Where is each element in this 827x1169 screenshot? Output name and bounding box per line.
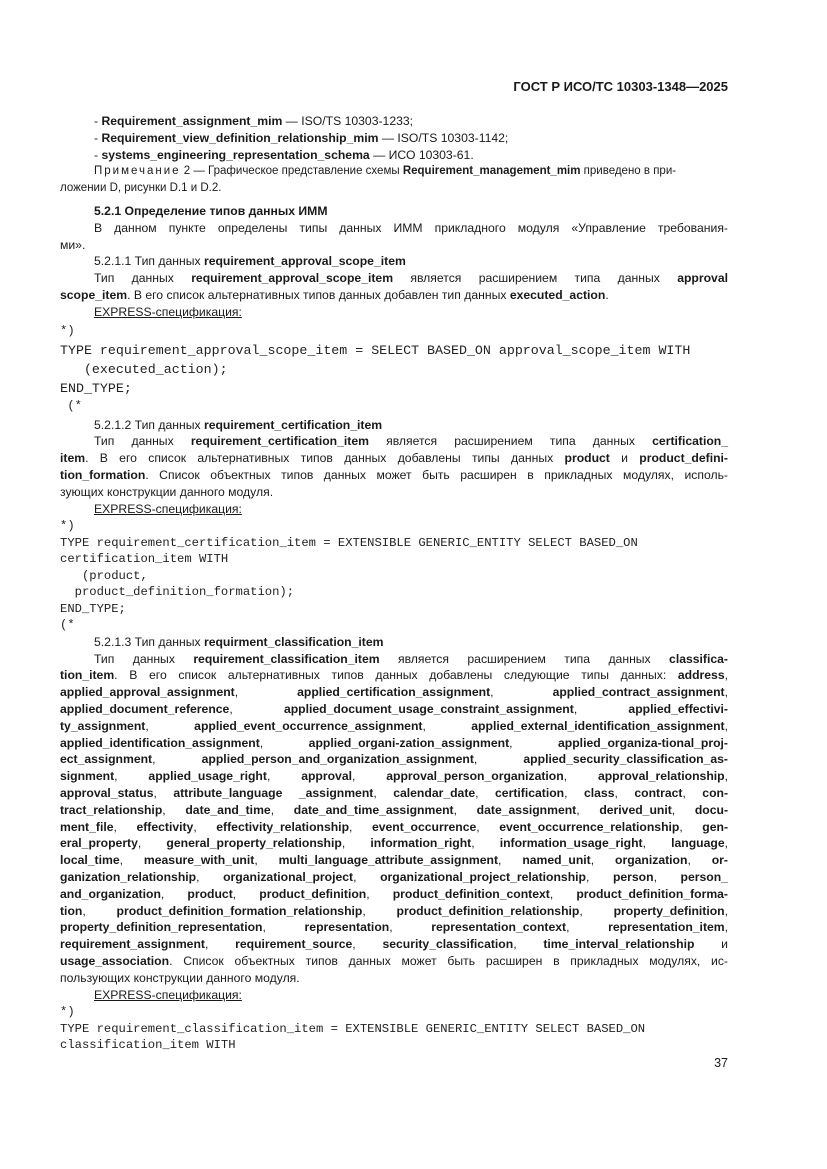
type-name: organization <box>615 853 688 868</box>
text: , <box>160 886 188 901</box>
type-name: date_and_time <box>185 802 271 817</box>
express-code-block-3 <box>60 1004 728 1054</box>
type-name: approval_person_organization <box>386 769 564 784</box>
note-2-line-2: ложении D, рисунки D.1 и D.2. <box>60 182 222 195</box>
type-name: person_ <box>680 870 728 884</box>
express-label-3 <box>60 987 728 1004</box>
type-name: requirement_source <box>235 937 353 952</box>
section-5-2-1-3-line <box>60 903 728 920</box>
code-line: *) <box>60 323 75 338</box>
type-name: eral_property <box>60 836 138 851</box>
type-name: product <box>564 451 610 466</box>
section-5-2-1-3-line <box>60 869 728 886</box>
type-name: applied_document_reference <box>60 702 230 717</box>
text: . <box>605 287 609 302</box>
type-name: derived_unit <box>599 802 672 817</box>
code-line: *) <box>60 1005 75 1020</box>
text: , <box>549 886 577 901</box>
section-5-2-1-3-line <box>60 701 728 718</box>
note-label: Примечание <box>94 165 181 178</box>
text: , <box>349 819 372 834</box>
type-name: applied_approval_assignment <box>60 685 235 700</box>
express-spec-label: EXPRESS-спецификация: <box>94 987 242 1002</box>
code-line: (* <box>60 399 82 414</box>
schema-standard: — ISO/TS 10303-1233; <box>282 114 414 128</box>
type-name: requirment_classification_item <box>203 634 384 649</box>
text: , <box>152 752 202 767</box>
type-name: applied_certification_assignment <box>297 685 491 700</box>
text: , <box>353 870 381 884</box>
section-5-2-1-3-line <box>60 785 728 802</box>
page-number: 37 <box>714 1056 728 1070</box>
type-name: named_unit <box>522 853 591 868</box>
type-name: applied_security_classification_as- <box>523 752 728 767</box>
text: , <box>679 819 703 834</box>
text: , <box>193 819 217 834</box>
type-name: class <box>583 786 615 801</box>
text: , <box>453 802 477 817</box>
text: , <box>566 920 609 935</box>
type-name: item <box>60 451 86 466</box>
text: , <box>234 685 298 700</box>
type-name: contract <box>634 786 683 801</box>
text: , <box>153 786 174 801</box>
type-name: approval_status <box>60 786 154 801</box>
schema-name: Requirement_assignment_mim <box>101 114 283 128</box>
code-line: (product, <box>60 568 148 583</box>
schema-ref-3 <box>60 147 728 164</box>
text: , <box>724 920 729 935</box>
type-name: scope_item <box>60 287 128 302</box>
type-name: applied_organi-zation_assignment <box>308 735 510 750</box>
type-name: time_interval_relationship <box>543 937 695 952</box>
type-name: product_definition_forma- <box>576 886 728 901</box>
text: , <box>509 735 559 750</box>
type-name: security_classification <box>382 937 514 952</box>
type-name: usage_association <box>60 953 170 968</box>
type-name: ment_file <box>60 819 114 834</box>
express-code-block-1 <box>60 323 728 415</box>
text: . В его список альтернативных типов данных добавлены типы данных <box>85 451 565 466</box>
type-name: tion <box>60 903 83 918</box>
type-name: attribute_language _assignment <box>173 786 374 801</box>
text: , <box>196 870 224 884</box>
type-name: representation <box>304 920 390 935</box>
document-id-header: ГОСТ Р ИСО/ТС 10303-1348—2025 <box>513 79 728 94</box>
express-spec-label: EXPRESS-спецификация: <box>94 304 242 319</box>
section-5-2-1-3-line <box>60 970 728 987</box>
type-name: requirement_certification_item <box>203 417 383 432</box>
type-name: person <box>612 870 654 884</box>
type-name: date_and_time_assignment <box>293 802 454 817</box>
type-name: calendar_date <box>393 786 476 801</box>
type-name: information_right <box>370 836 472 851</box>
text: , <box>653 870 681 884</box>
type-name: tract_relationship <box>60 802 163 817</box>
section-5-2-1-3-line <box>60 835 728 852</box>
text: , <box>682 786 703 801</box>
schema-standard: — ИСО 10303-61. <box>369 147 474 162</box>
title-prefix: 5.2.1.2 Тип данных <box>94 417 204 432</box>
type-name: representation_item <box>608 920 725 935</box>
text: , <box>475 786 496 801</box>
list-dash: - <box>94 147 102 162</box>
section-5-2-1-text-line-2: ми». <box>60 237 86 252</box>
code-line: product_definition_formation); <box>60 585 295 600</box>
type-name: representation_context <box>431 920 567 935</box>
section-5-2-1-3-body <box>60 651 728 987</box>
express-code-block-2 <box>60 518 728 634</box>
type-name: product_definition_relationship <box>396 903 580 918</box>
type-name: docu- <box>694 802 729 817</box>
text: , <box>254 853 279 868</box>
section-5-2-1-3-line <box>60 735 728 752</box>
type-name: applied_external_identification_assignment <box>471 718 725 733</box>
section-5-2-1-3-line <box>60 768 728 785</box>
type-name: ganization_relationship <box>60 870 197 884</box>
text: , <box>687 853 712 868</box>
code-line: (* <box>60 618 75 633</box>
type-name: product <box>187 886 233 901</box>
section-5-2-1-3-line <box>60 802 728 819</box>
text: , <box>422 718 472 733</box>
type-name: property_definition_representation <box>60 920 263 935</box>
section-5-2-1-2-line-4: зующих конструкции данного модуля. <box>60 484 274 499</box>
type-name: organizational_project <box>223 870 354 884</box>
type-name: certification_ <box>652 434 729 449</box>
section-5-2-1-3-line <box>60 684 728 701</box>
text: , <box>642 836 672 851</box>
section-title-5-2-1-2 <box>60 417 728 434</box>
text: Тип данных <box>94 434 191 449</box>
section-5-2-1-text-line-1: В данном пункте определены типы данных ИММ прикладного модуля «Управление требования- <box>94 220 728 235</box>
text: , <box>724 836 728 851</box>
text: , <box>576 802 600 817</box>
section-5-2-1-3-line <box>60 819 728 836</box>
title-prefix: 5.2.1.1 Тип данных <box>94 254 204 269</box>
section-title-5-2-1 <box>60 203 728 220</box>
type-name: event_occurrence_relationship <box>499 819 680 834</box>
section-5-2-1-3-line <box>60 751 728 768</box>
code-line: certification_item WITH <box>60 552 229 567</box>
text: , <box>724 718 728 733</box>
text: . В его список альтернативных типов данных добавлены следующие типы данных: <box>114 668 678 683</box>
text: , <box>724 668 728 683</box>
type-name: classifica- <box>669 651 728 666</box>
page-content <box>60 113 728 1054</box>
code-line: (executed_action); <box>60 362 228 378</box>
section-5-2-1-3-line <box>60 651 728 668</box>
text: . Список объектных типов данных может быть расширен в прикладных модулях, исполь- <box>145 467 728 482</box>
text: , <box>137 836 167 851</box>
type-name: tion_formation <box>60 467 146 482</box>
type-name: effectivity <box>136 819 194 834</box>
code-line: END_TYPE; <box>60 601 126 616</box>
type-name: applied_organiza-tional_proj- <box>558 735 728 750</box>
note-schema-name: Requirement_management_mim <box>402 165 581 178</box>
section-5-2-1-2-line-3 <box>60 467 728 484</box>
text: , <box>262 920 305 935</box>
type-name: requirement_certification_item <box>190 434 369 449</box>
type-name: product_definition <box>259 886 367 901</box>
type-name: organizational_project_relationship <box>380 870 586 884</box>
title-prefix: 5.2.1.3 Тип данных <box>94 634 204 649</box>
text: , <box>724 769 728 784</box>
text: , <box>473 752 524 767</box>
text: Тип данных <box>94 651 194 666</box>
text: , <box>513 937 544 952</box>
type-name: approval <box>301 769 353 784</box>
type-name: applied_event_occurrence_assignment <box>194 718 423 733</box>
text: , <box>362 903 397 918</box>
type-name: applied_contract_assignment <box>552 685 725 700</box>
section-5-2-1-3-line <box>60 936 728 953</box>
text: , <box>82 903 117 918</box>
text: является расширением типа данных <box>368 434 653 449</box>
section-5-2-1-1-line-1 <box>60 270 728 287</box>
text: , <box>259 735 309 750</box>
code-line: *) <box>60 519 75 534</box>
text: , <box>352 937 383 952</box>
text: , <box>471 836 500 851</box>
text: , <box>585 870 613 884</box>
text: , <box>162 802 186 817</box>
type-name: applied_usage_right <box>148 769 267 784</box>
text: , <box>389 920 432 935</box>
type-name: product_definition_formation_relationship <box>116 903 363 918</box>
note-2 <box>60 163 728 180</box>
type-name: applied_document_usage_constraint_assignment <box>283 702 574 717</box>
type-name: event_occurrence <box>371 819 477 834</box>
section-5-2-1-3-line <box>60 953 728 970</box>
text: , <box>590 853 615 868</box>
type-name: executed_action <box>509 287 606 302</box>
text: , <box>476 819 500 834</box>
schema-name: systems_engineering_representation_schema <box>101 147 370 162</box>
section-5-2-1-3-line <box>60 718 728 735</box>
express-label-1 <box>60 304 728 321</box>
text: является расширением типа данных <box>379 651 670 666</box>
type-name: requirement_classification_item <box>193 651 380 666</box>
express-label-2 <box>60 501 728 518</box>
section-title: 5.2.1 Определение типов данных ИММ <box>94 203 328 218</box>
schema-ref-2 <box>60 130 728 147</box>
section-5-2-1-2-line-1 <box>60 433 728 450</box>
type-name: local_time <box>60 853 120 868</box>
type-name: date_assignment <box>476 802 577 817</box>
code-line: TYPE requirement_certification_item = EXTENSIBLE GENERIC_ENTITY SELECT BASED_ON <box>60 535 638 550</box>
code-line: END_TYPE; <box>60 381 132 397</box>
type-name: address <box>677 668 725 683</box>
list-dash: - <box>94 114 102 128</box>
type-name: and_organization <box>60 886 161 901</box>
section-5-2-1-3-line <box>60 667 728 684</box>
text: , <box>204 937 236 952</box>
text: . Список объектных типов данных может быть расширен в прикладных модулях, ис- <box>169 953 728 968</box>
text: , <box>229 702 284 717</box>
type-name: product_defini- <box>639 451 728 466</box>
code-line: TYPE requirement_classification_item = EXTENSIBLE GENERIC_ENTITY SELECT BASED_ON <box>60 1021 646 1036</box>
text: пользующих конструкции данного модуля. <box>60 970 300 985</box>
type-name: gen- <box>702 819 729 834</box>
text: является расширением типа данных <box>393 271 678 286</box>
type-name: approval <box>677 271 728 286</box>
type-name: con- <box>702 786 729 801</box>
schema-standard: — ISO/TS 10303-1142; <box>378 130 509 145</box>
note-text: приведено в при- <box>580 165 677 178</box>
text: , <box>266 769 302 784</box>
text: , <box>724 685 728 700</box>
type-name: language <box>671 836 725 851</box>
type-name: ty_assignment <box>60 718 146 733</box>
type-name: certification <box>495 786 565 801</box>
type-name: applied_effectivi- <box>628 702 728 717</box>
type-name: approval_relationship <box>597 769 725 784</box>
text: , <box>373 786 394 801</box>
text: , <box>564 786 584 801</box>
text: , <box>573 702 629 717</box>
schema-name: Requirement_view_definition_relationship_mim <box>101 130 379 145</box>
text: и <box>694 937 728 952</box>
code-line: classification_item WITH <box>60 1038 236 1053</box>
text: . В его список альтернативных типов данных добавлен тип данных <box>127 287 510 302</box>
note-text: 2 — Графическое представление схемы <box>180 165 403 178</box>
type-name: requirement_approval_scope_item <box>203 254 406 269</box>
type-name: property_definition <box>613 903 725 918</box>
type-name: or- <box>711 853 728 868</box>
text: Тип данных <box>94 271 192 286</box>
text: , <box>232 886 260 901</box>
section-5-2-1-1-line-2 <box>60 287 728 304</box>
type-name: ect_assignment <box>60 752 153 767</box>
type-name: information_usage_right <box>499 836 643 851</box>
code-line: TYPE requirement_approval_scope_item = SELECT BASED_ON approval_scope_item WITH <box>60 343 691 359</box>
type-name: applied_identification_assignment <box>60 735 260 750</box>
text: , <box>352 769 387 784</box>
section-5-2-1-3-line <box>60 919 728 936</box>
type-name: applied_person_and_organization_assignment <box>201 752 474 767</box>
text: , <box>563 769 598 784</box>
section-5-2-1-3-line <box>60 886 728 903</box>
text: , <box>614 786 635 801</box>
section-5-2-1-2-line-2 <box>60 450 728 467</box>
text: , <box>498 853 523 868</box>
express-spec-label: EXPRESS-спецификация: <box>94 501 242 516</box>
section-title-5-2-1-3 <box>60 634 728 651</box>
text: , <box>145 718 195 733</box>
text: , <box>579 903 614 918</box>
text: , <box>341 836 371 851</box>
text: , <box>671 802 695 817</box>
text: , <box>119 853 144 868</box>
type-name: signment <box>60 769 115 784</box>
text: , <box>113 819 137 834</box>
type-name: tion_item <box>60 668 115 683</box>
section-5-2-1-3-line <box>60 852 728 869</box>
type-name: requirement_approval_scope_item <box>191 271 394 286</box>
type-name: effectivity_relationship <box>216 819 350 834</box>
type-name: general_property_relationship <box>166 836 342 851</box>
type-name: product_definition_context <box>392 886 550 901</box>
text: , <box>366 886 393 901</box>
section-title-5-2-1-1 <box>60 253 728 270</box>
text: , <box>490 685 553 700</box>
type-name: measure_with_unit <box>143 853 255 868</box>
text: и <box>609 451 640 466</box>
text: , <box>270 802 294 817</box>
text: , <box>114 769 149 784</box>
text: , <box>724 903 729 918</box>
type-name: requirement_assignment <box>60 937 205 952</box>
list-dash: - <box>94 130 102 145</box>
schema-ref-1 <box>60 113 728 130</box>
type-name: multi_language_attribute_assignment <box>278 853 499 868</box>
